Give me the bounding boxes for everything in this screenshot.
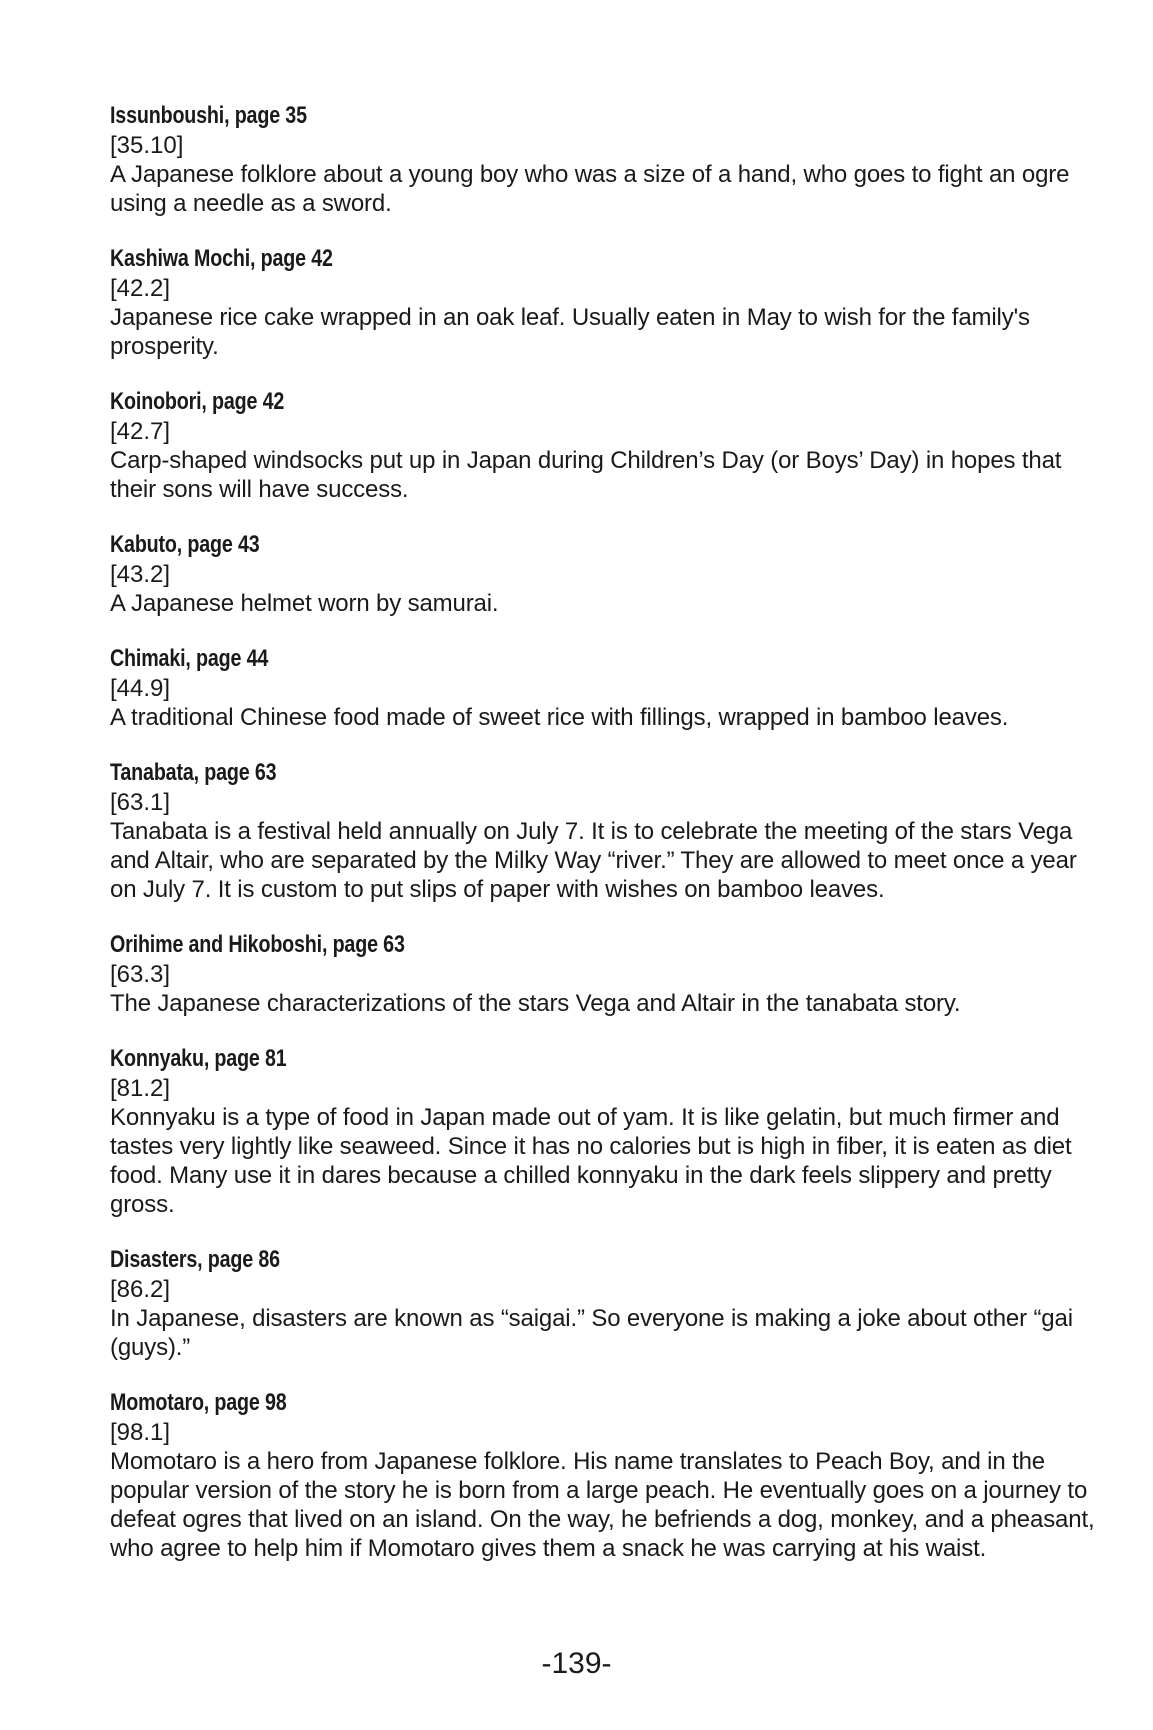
entry-definition: Konnyaku is a type of food in Japan made out of yam. It is like gelatin, but much firmer and tastes very lightly like seaweed. Since it has no calories but is high in fiber, it is eaten as diet food. Many use it in dares because a chilled konnyaku in the dark feels slippery and pretty gross. — [110, 1104, 1072, 1218]
page-number: -139- — [541, 1647, 612, 1680]
glossary-entry-momotaro — [110, 1387, 1100, 1563]
entry-term: Konnyaku, page 81 — [110, 1045, 287, 1072]
glossary-entry-issunboushi — [110, 100, 1100, 218]
entry-reference: [35.10] — [110, 132, 184, 159]
entry-definition: Momotaro is a hero from Japanese folklore. His name translates to Peach Boy, and in the popular version of the story he is born from a large peach. He eventually goes on a journey to defeat ogres that lived on an island. On the way, he befriends a dog, monkey, and a pheasant, who agree to help him if Momotaro gives them a snack he was carrying at his waist. — [110, 1448, 1095, 1562]
glossary-entry-koinobori — [110, 386, 1100, 504]
glossary-entry-orihime-hikoboshi — [110, 929, 1100, 1018]
entry-reference: [44.9] — [110, 675, 171, 702]
entry-definition: Japanese rice cake wrapped in an oak leaf. Usually eaten in May to wish for the family's prosperity. — [110, 304, 1030, 360]
entry-reference: [63.1] — [110, 789, 171, 816]
entry-term: Disasters, page 86 — [110, 1246, 280, 1273]
entry-definition: A Japanese folklore about a young boy who was a size of a hand, who goes to fight an ogre using a needle as a sword. — [110, 161, 1070, 217]
entry-definition: Tanabata is a festival held annually on July 7. It is to celebrate the meeting of the stars Vega and Altair, who are separated by the Milky Way “river.” They are allowed to meet once a year on July 7. It is custom to put slips of paper with wishes on bamboo leaves. — [110, 818, 1077, 903]
entry-term: Momotaro, page 98 — [110, 1389, 287, 1416]
glossary-page — [110, 100, 1100, 1588]
entry-reference: [86.2] — [110, 1276, 171, 1303]
entry-reference: [81.2] — [110, 1075, 171, 1102]
entry-term: Kashiwa Mochi, page 42 — [110, 245, 333, 272]
entry-reference: [42.2] — [110, 275, 171, 302]
glossary-entry-tanabata — [110, 757, 1100, 904]
glossary-entry-konnyaku — [110, 1043, 1100, 1219]
entry-term: Kabuto, page 43 — [110, 531, 260, 558]
entry-definition: A traditional Chinese food made of sweet rice with fillings, wrapped in bamboo leaves. — [110, 704, 1009, 731]
entry-term: Koinobori, page 42 — [110, 388, 285, 415]
entry-term: Issunboushi, page 35 — [110, 102, 307, 129]
glossary-entry-kabuto — [110, 529, 1100, 618]
entry-term: Chimaki, page 44 — [110, 645, 269, 672]
entry-definition: Carp-shaped windsocks put up in Japan during Children’s Day (or Boys’ Day) in hopes that their sons will have success. — [110, 447, 1062, 503]
glossary-entry-disasters — [110, 1244, 1100, 1362]
entry-reference: [63.3] — [110, 961, 171, 988]
entry-reference: [98.1] — [110, 1419, 171, 1446]
entry-definition: The Japanese characterizations of the stars Vega and Altair in the tanabata story. — [110, 990, 961, 1017]
glossary-entry-kashiwa-mochi — [110, 243, 1100, 361]
entry-reference: [43.2] — [110, 561, 171, 588]
entry-term: Tanabata, page 63 — [110, 759, 277, 786]
entry-definition: In Japanese, disasters are known as “saigai.” So everyone is making a joke about other “gai (guys).” — [110, 1305, 1073, 1361]
entry-definition: A Japanese helmet worn by samurai. — [110, 590, 499, 617]
entry-term: Orihime and Hikoboshi, page 63 — [110, 931, 405, 958]
entry-reference: [42.7] — [110, 418, 171, 445]
glossary-entry-chimaki — [110, 643, 1100, 732]
